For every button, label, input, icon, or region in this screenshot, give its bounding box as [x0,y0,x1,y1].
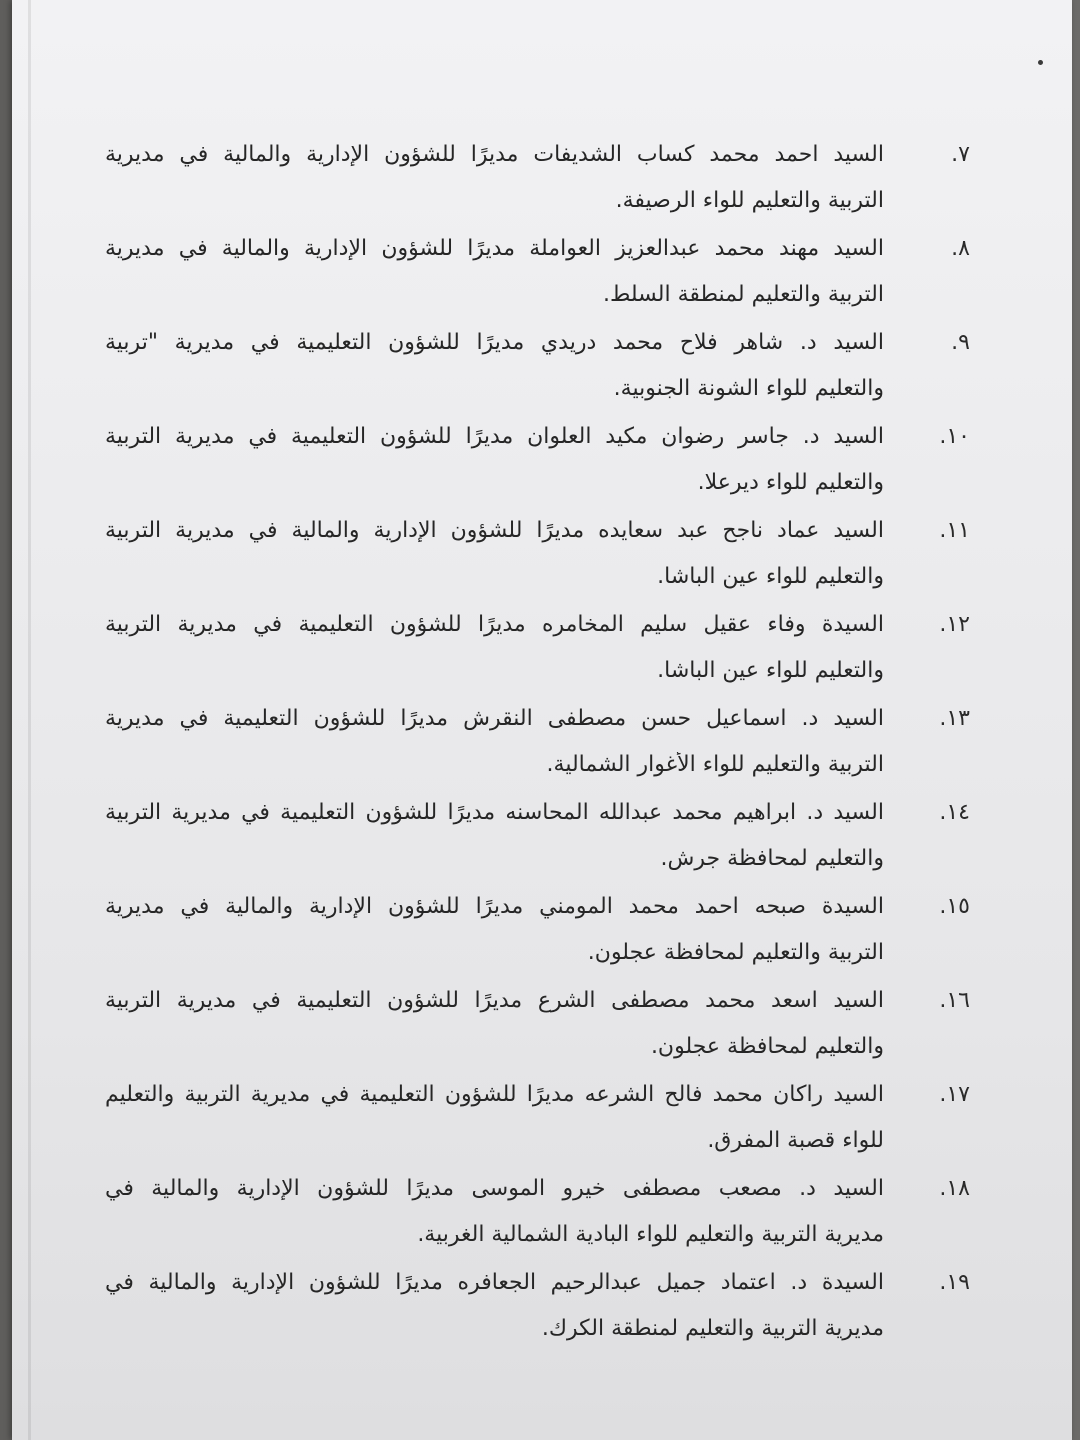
item-text-line-1: السيدة د. اعتماد جميل عبدالرحيم الجعافره مديرًا للشؤون الإدارية والمالية في [105,1270,884,1295]
item-text-line-1: السيد راكان محمد فالح الشرعه مديرًا للشؤون التعليمية في مديرية التربية والتعليم [105,1082,884,1107]
item-text-line-1: السيدة وفاء عقيل سليم المخامره مديرًا للشؤون التعليمية في مديرية التربية [105,612,884,637]
item-text-line-1: السيد احمد محمد كساب الشديفات مديرًا للشؤون الإدارية والمالية في مديرية [105,142,884,167]
list-item [95,1172,970,1266]
item-text-line-2: مديرية التربية والتعليم لمنطقة الكرك. [541,1316,884,1341]
item-text-line-1: السيد د. جاسر رضوان مكيد العلوان مديرًا للشؤون التعليمية في مديرية التربية [105,424,884,449]
item-text-line-1: السيد د. اسماعيل حسن مصطفى النقرش مديرًا للشؤون التعليمية في مديرية [105,706,884,731]
item-number: ١٨. [939,1176,970,1201]
item-number: ١١. [939,518,970,543]
item-text-line-2: التربية والتعليم لمحافظة عجلون. [587,940,884,965]
item-number: ١٦. [939,988,970,1013]
item-text-line-2: والتعليم لمحافظة جرش. [660,846,884,871]
list-item [95,232,970,326]
item-number: ١٠. [939,424,970,449]
item-text-line-2: للواء قصبة المفرق. [707,1128,884,1153]
item-text-line-2: والتعليم للواء الشونة الجنوبية. [613,376,884,401]
item-text-line-2: والتعليم لمحافظة عجلون. [650,1034,884,1059]
list-item [95,890,970,984]
item-number: ١٢. [939,612,970,637]
item-text-line-2: مديرية التربية والتعليم للواء البادية الشمالية الغربية. [417,1222,884,1247]
item-text-line-1: السيد عماد ناجح عبد سعايده مديرًا للشؤون الإدارية والمالية في مديرية التربية [105,518,884,543]
appointments-list [95,138,970,1360]
item-text-line-1: السيد اسعد محمد مصطفى الشرع مديرًا للشؤون التعليمية في مديرية التربية [105,988,884,1013]
list-item [95,984,970,1078]
item-text-line-1: السيد د. ابراهيم محمد عبدالله المحاسنه مديرًا للشؤون التعليمية في مديرية التربية [105,800,884,825]
item-text-line-1: السيد د. شاهر فلاح محمد دريدي مديرًا للشؤون التعليمية في مديرية "تربية [105,330,884,355]
item-number: ١٧. [939,1082,970,1107]
item-number: ٧. [951,142,970,167]
item-text-line-2: والتعليم للواء عين الباشا. [657,564,884,589]
list-item [95,796,970,890]
item-text-line-2: التربية والتعليم للواء الأغوار الشمالية. [546,752,884,777]
list-item [95,420,970,514]
item-number: ٨. [951,236,970,261]
list-item [95,1078,970,1172]
item-text-line-2: والتعليم للواء ديرعلا. [697,470,884,495]
list-item [95,138,970,232]
item-text-line-2: والتعليم للواء عين الباشا. [657,658,884,683]
item-number: ١٤. [939,800,970,825]
item-text-line-1: السيد مهند محمد عبدالعزيز العواملة مديرًا للشؤون الإدارية والمالية في مديرية [105,236,884,261]
item-number: ١٥. [939,894,970,919]
item-text-line-1: السيد د. مصعب مصطفى خيرو الموسى مديرًا للشؤون الإدارية والمالية في [105,1176,884,1201]
item-text-line-1: السيدة صبحه احمد محمد المومني مديرًا للشؤون الإدارية والمالية في مديرية [105,894,884,919]
ink-dot [1038,60,1043,65]
list-item [95,702,970,796]
item-number: ١٩. [939,1270,970,1295]
item-number: ٩. [951,330,970,355]
item-text-line-2: التربية والتعليم للواء الرصيفة. [615,188,884,213]
paper-edge [28,0,31,1440]
list-item [95,514,970,608]
item-number: ١٣. [939,706,970,731]
item-text-line-2: التربية والتعليم لمنطقة السلط. [602,282,884,307]
list-item [95,608,970,702]
list-item [95,1266,970,1360]
list-item [95,326,970,420]
